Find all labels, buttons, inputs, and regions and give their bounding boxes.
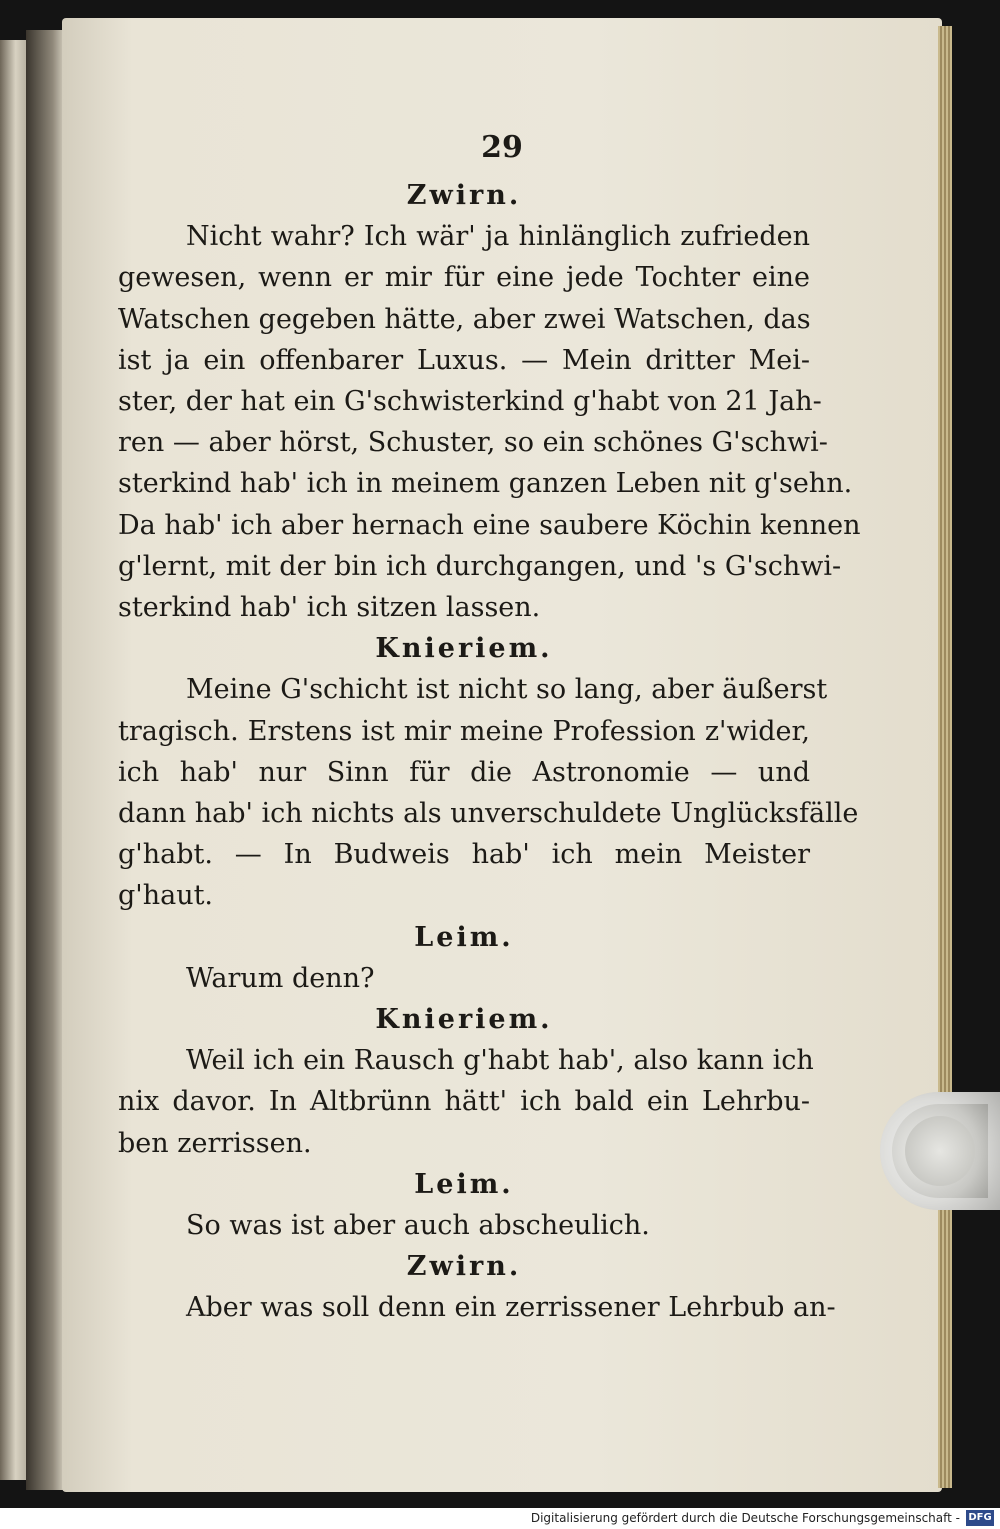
text-line: g'haut. <box>118 880 214 912</box>
left-page-edge <box>0 40 26 1480</box>
page-text <box>118 175 861 1329</box>
speaker-name: Leim. <box>414 921 514 953</box>
page-stack-edge <box>938 26 952 1488</box>
text-line: dann hab' ich nichts als unverschuldete Unglücksfälle <box>118 798 859 830</box>
text-line: Aber was soll denn ein zerrissener Lehrbub an- <box>186 1292 836 1324</box>
page-clip-hole <box>905 1116 975 1186</box>
text-line: sterkind hab' ich sitzen lassen. <box>118 592 541 624</box>
footer-bar <box>0 1508 1000 1529</box>
text-line: ist ja ein offenbarer Luxus. — Mein dritter Mei- <box>118 344 810 376</box>
text-line: tragisch. Erstens ist mir meine Profession z'wider, <box>118 715 810 747</box>
speaker-name: Zwirn. <box>406 1251 522 1283</box>
text-line: g'lernt, mit der bin ich durchgangen, und 's G'schwi- <box>118 550 842 582</box>
dfg-logo-icon: DFG <box>966 1510 994 1526</box>
text-line: ren — aber hörst, Schuster, so ein schönes G'schwi- <box>118 427 828 459</box>
text-line: nix davor. In Altbrünn hätt' ich bald ein Lehrbu- <box>118 1086 810 1118</box>
book-gutter <box>26 30 64 1490</box>
speaker-name: Zwirn. <box>406 180 522 211</box>
text-line: Da hab' ich aber hernach eine saubere Köchin kennen <box>118 509 861 541</box>
text-line: Weil ich ein Rausch g'habt hab', also kann ich <box>186 1045 814 1077</box>
footer-credit: Digitalisierung gefördert durch die Deutsche Forschungsgemeinschaft - <box>530 1511 960 1525</box>
text-line: Watschen gegeben hätte, aber zwei Watschen, das <box>118 303 811 335</box>
text-line: So was ist aber auch abscheulich. <box>186 1210 650 1242</box>
text-line: Warum denn? <box>186 962 375 994</box>
text-line: sterkind hab' ich in meinem ganzen Leben nit g'sehn. <box>118 468 853 500</box>
text-line: Nicht wahr? Ich wär' ja hinlänglich zufrieden <box>186 221 810 253</box>
text-line: ich hab' nur Sinn für die Astronomie — und <box>118 756 810 788</box>
speaker-name: Leim. <box>414 1168 514 1200</box>
speaker-name: Knieriem. <box>375 633 553 665</box>
text-line: Meine G'schicht ist nicht so lang, aber äußerst <box>186 674 828 706</box>
text-line: g'habt. — In Budweis hab' ich mein Meister <box>118 839 810 871</box>
speaker-name: Knieriem. <box>375 1004 553 1036</box>
text-line: gewesen, wenn er mir für eine jede Tochter eine <box>118 262 810 294</box>
page-number: 29 <box>481 130 523 165</box>
text-line: ben zerrissen. <box>118 1127 312 1159</box>
text-line: ster, der hat ein G'schwisterkind g'habt von 21 Jah- <box>118 386 822 418</box>
